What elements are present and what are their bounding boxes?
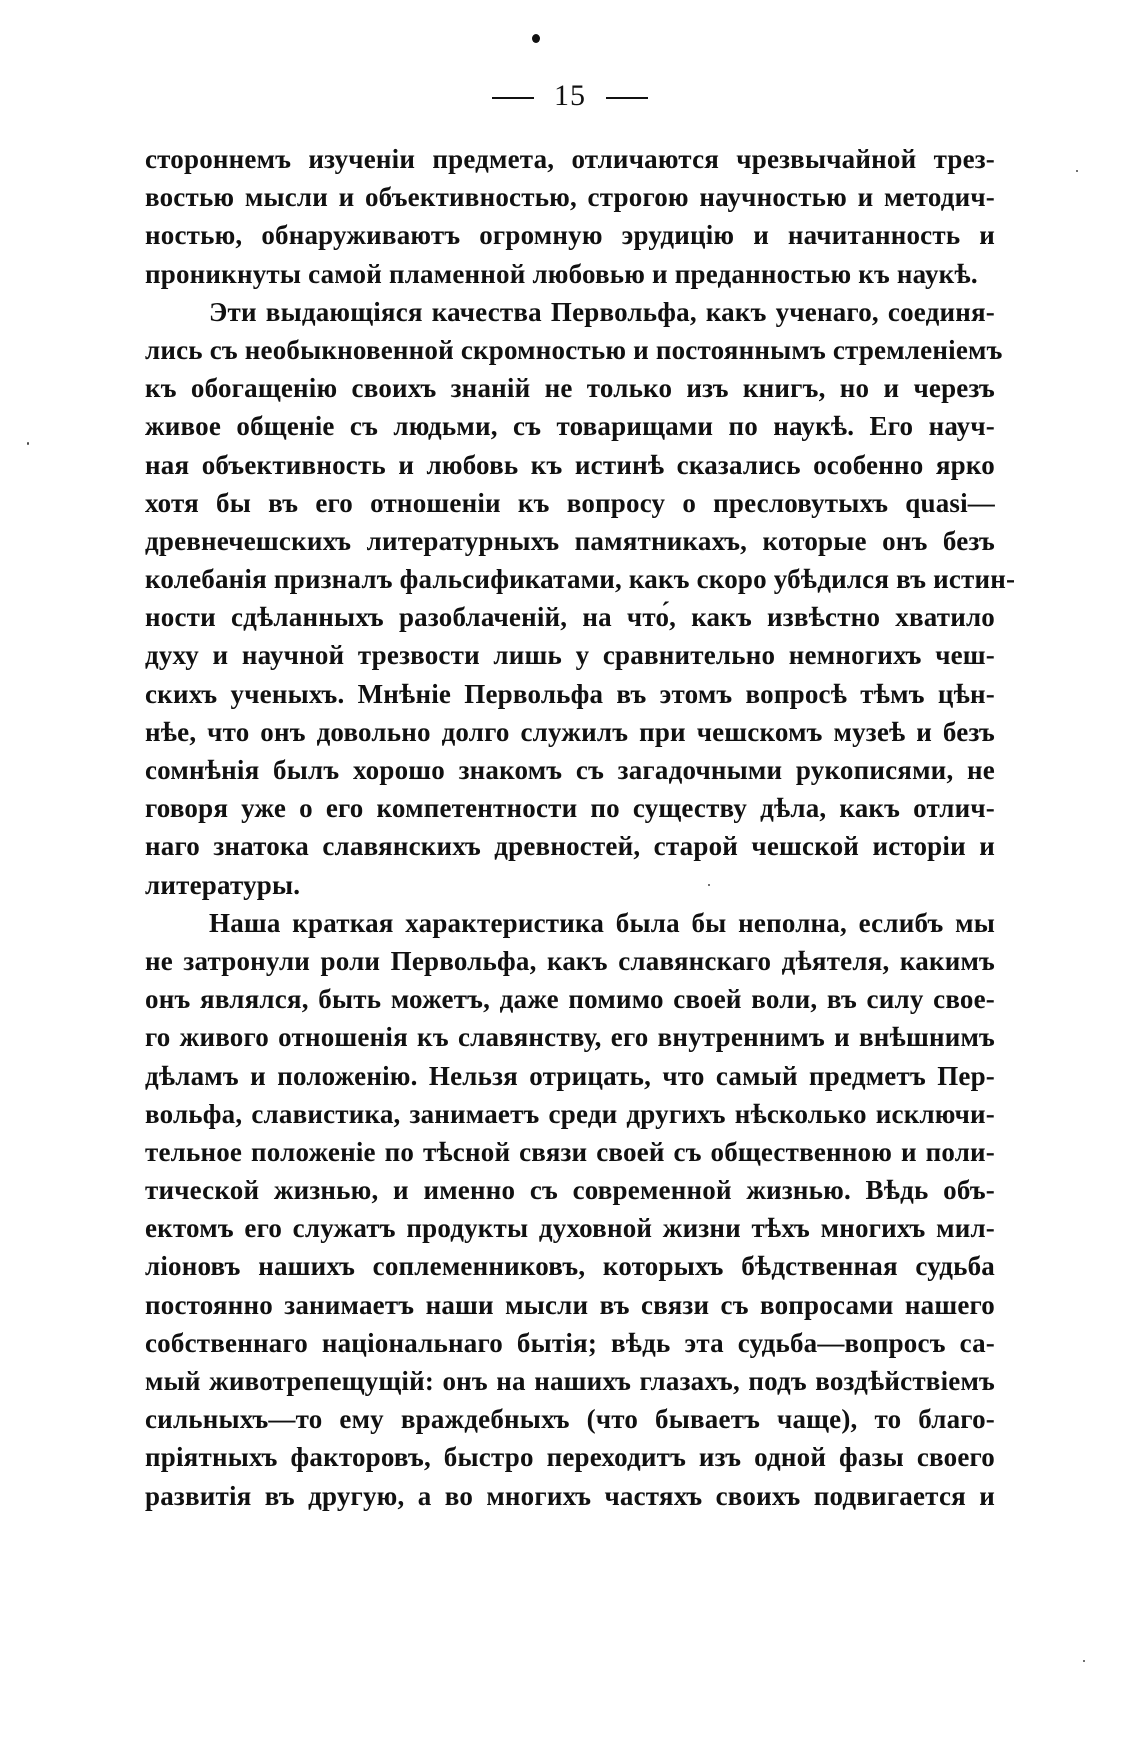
text-line: ная объективность и любовь къ истинѣ сказались особенно ярко	[145, 449, 995, 480]
text-line: къ обогащенію своихъ знаній не только изъ книгъ, но и черезъ	[145, 373, 995, 404]
text-line: древнечешскихъ литературныхъ памятникахъ, которые онъ безъ	[145, 525, 995, 556]
text-line: литературы.	[145, 869, 301, 900]
text-line: не затронули роли Первольфа, какъ славянскаго дѣятеля, какимъ	[145, 945, 995, 976]
text-line: вольфа, славистика, занимаетъ среди другихъ нѣсколько исключи-	[145, 1098, 995, 1129]
text-line: мый животрепещущій: онъ на нашихъ глазахъ, подъ воздѣйствіемъ	[145, 1366, 995, 1396]
text-line: сомнѣнія былъ хорошо знакомъ съ загадочными рукописями, не	[145, 755, 995, 785]
text-line: нѣе, что онъ довольно долго служилъ при чешскомъ музеѣ и безъ	[145, 716, 995, 747]
text-line: говоря уже о его компетентности по существу дѣла, какъ отлич-	[145, 793, 995, 824]
scan-speck	[1083, 1660, 1085, 1662]
text-line: лись съ необыкновенной скромностью и постояннымъ стремленіемъ	[145, 334, 1003, 365]
text-line: ектомъ его служатъ продукты духовной жизни тѣхъ многихъ мил-	[145, 1213, 995, 1244]
text-line: го живого отношенія къ славянству, его внутреннимъ и внѣшнимъ	[145, 1022, 995, 1053]
header-dash-right	[606, 97, 648, 99]
text-line: скихъ ученыхъ. Мнѣніе Первольфа въ этомъ вопросѣ тѣмъ цѣн-	[145, 678, 995, 709]
page-header	[0, 78, 1140, 114]
header-dash-left	[492, 97, 534, 99]
text-line: Эти выдающіяся качества Первольфа, какъ ученаго, соединя-	[209, 296, 995, 327]
text-line: духу и научной трезвости лишь у сравнительно немногихъ чеш-	[145, 640, 995, 671]
text-line: хотя бы въ его отношеніи къ вопросу о пресловутыхъ quasi—	[145, 487, 995, 518]
text-line: развитія въ другую, а во многихъ частяхъ своихъ подвигается и	[145, 1480, 995, 1511]
text-line: ностью, обнаруживаютъ огромную эрудицію и начитанность и	[145, 220, 995, 251]
text-line: тической жизнью, и именно съ современной жизнью. Вѣдь объ-	[145, 1175, 995, 1206]
text-line: востью мысли и объективностью, строгою научностью и методич-	[145, 182, 995, 213]
text-line: ности сдѣланныхъ разоблаченій, на что́, какъ извѣстно хватило	[145, 602, 995, 633]
text-line: собственнаго національнаго бытія; вѣдь эта судьба—вопросъ са-	[145, 1327, 995, 1358]
scan-speck	[27, 442, 29, 445]
text-line: пріятныхъ факторовъ, быстро переходитъ изъ одной фазы своего	[145, 1442, 995, 1473]
text-line: сильныхъ—то ему враждебныхъ (что бываетъ чаще), то благо-	[145, 1404, 995, 1435]
text-line: наго знатока славянскихъ древностей, старой чешской исторіи и	[145, 831, 995, 862]
text-line: тельное положеніе по тѣсной связи своей съ общественною и поли-	[145, 1136, 995, 1167]
scan-speck	[1076, 170, 1078, 172]
text-line: дѣламъ и положенію. Нельзя отрицать, что самый предметъ Пер-	[145, 1060, 995, 1091]
page-number: 15	[554, 79, 586, 112]
scan-speck	[708, 884, 710, 886]
text-line: Наша краткая характеристика была бы неполна, еслибъ мы	[209, 907, 995, 938]
ink-dot	[532, 34, 540, 43]
text-line: проникнуты самой пламенной любовью и преданностью къ наукѣ.	[145, 258, 978, 289]
text-line: постоянно занимаетъ наши мысли въ связи съ вопросами нашего	[145, 1289, 995, 1320]
text-line: онъ являлся, быть можетъ, даже помимо своей воли, въ силу свое-	[145, 984, 995, 1015]
text-line: ліоновъ нашихъ соплеменниковъ, которыхъ бѣдственная судьба	[145, 1251, 995, 1282]
text-line: колебанія призналъ фальсификатами, какъ скоро убѣдился въ истин-	[145, 564, 1016, 595]
body-text	[145, 140, 1016, 1515]
text-line: живое общеніе съ людьми, съ товарищами по наукѣ. Его науч-	[145, 411, 995, 442]
text-line: стороннемъ изученіи предмета, отличаются чрезвычайной трез-	[145, 144, 995, 174]
